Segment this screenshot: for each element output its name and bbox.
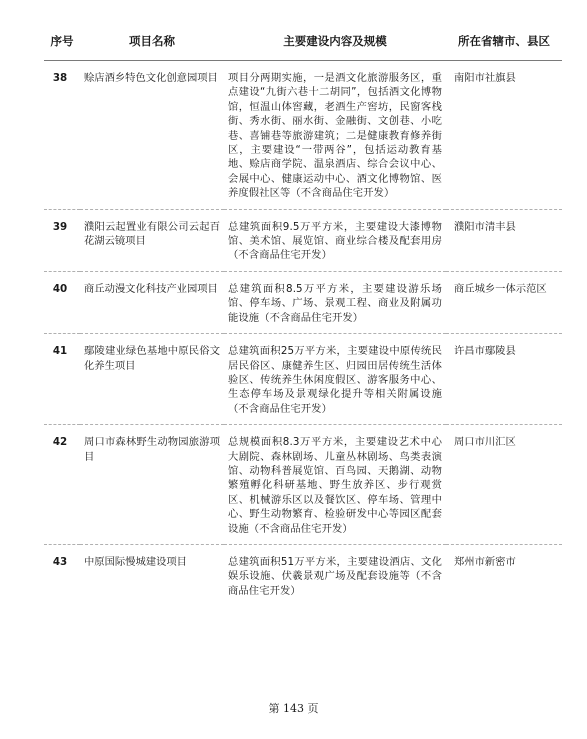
table-row: [44, 544, 562, 606]
row-no: 38: [44, 61, 80, 210]
row-location: 许昌市鄢陵县: [446, 334, 562, 425]
row-location: 郑州市新密市: [454, 555, 516, 568]
row-content: 总建筑面积9.5万平方米，主要建设大漆博物馆、美术馆、展览馆、商业综合楼及配套用房（不含商品住宅开发）: [224, 209, 446, 271]
row-no: 43: [52, 555, 68, 568]
row-content: 总建筑面积51万平方米，主要建设酒店、文化娱乐设施、伏羲景观广场及配套设施等（不含商品住宅开发）: [228, 555, 442, 597]
row-name: 赊店酒乡特色文化创意园项目: [80, 61, 224, 210]
table-row: [44, 271, 562, 333]
header-content: 主要建设内容及规模: [224, 22, 446, 61]
row-location: 濮阳市清丰县: [446, 209, 562, 271]
row-name: 周口市森林野生动物园旅游项目: [80, 425, 224, 545]
page-number: 第 143 页: [268, 702, 319, 715]
table-row: [44, 61, 562, 210]
table-row: [44, 334, 562, 425]
row-no: 39: [44, 209, 80, 271]
row-location: 周口市川汇区: [446, 425, 562, 545]
header-name: 项目名称: [80, 22, 224, 61]
row-name: 濮阳云起置业有限公司云起百花湖云镜项目: [80, 209, 224, 271]
row-content: 总建筑面积25万平方米，主要建设中原传统民居民俗区、康健养生区、归园田居传统生活体验区、传统养生休闲度假区、游客服务中心、生态停车场及景观绿化提升等相关附属设施（不含商品住宅开发）: [224, 334, 446, 425]
row-location: 南阳市社旗县: [446, 61, 562, 210]
row-content: 总建筑面积8.5万平方米，主要建设游乐场馆、停车场、广场、景观工程、商业及附属功能设施（不含商品住宅开发）: [224, 271, 446, 333]
header-location: 所在省辖市、县区: [446, 22, 562, 61]
header-no: 序号: [44, 22, 80, 61]
project-table: [44, 22, 562, 606]
row-no: 41: [44, 334, 80, 425]
row-content: 项目分两期实施，一是酒文化旅游服务区，重点建设“九街六巷十二胡同”，包括酒文化博物馆，恒温山体窖藏，老酒生产窖坊，民窗客栈街、秀水街、丽水街、金融街、文创巷、小吃巷、喜铺巷等旅游建筑；二是健康教育修养街区，主要建设“一带两谷”，包括运动教育基地、赊店商学院、温泉酒店、综合会议中心、会展中心、健康运动中心、酒文化博物馆、医养度假社区等（不含商品住宅开发）: [224, 61, 446, 210]
row-name: 鄢陵建业绿色基地中原民俗文化养生项目: [80, 334, 224, 425]
table-row: [44, 209, 562, 271]
row-name: 中原国际慢城建设项目: [84, 555, 187, 568]
row-location: 商丘城乡一体示范区: [446, 271, 562, 333]
row-name: 商丘动漫文化科技产业园项目: [80, 271, 224, 333]
row-no: 42: [44, 425, 80, 545]
table-header-row: [44, 22, 562, 61]
row-content: 总规模面积8.3万平方米，主要建设艺术中心大剧院、森林剧场、儿童丛林剧场、鸟类表演馆、动物科普展览馆、百鸟园、天鹅湖、动物繁殖孵化科研基地、野生放养区、步行观赏区、机械游乐区以及餐饮区、停车场、管理中心、野生动物繁育、检验研发中心等园区配套设施（不含商品住宅开发）: [224, 425, 446, 545]
table-row: [44, 425, 562, 545]
row-no: 40: [44, 271, 80, 333]
